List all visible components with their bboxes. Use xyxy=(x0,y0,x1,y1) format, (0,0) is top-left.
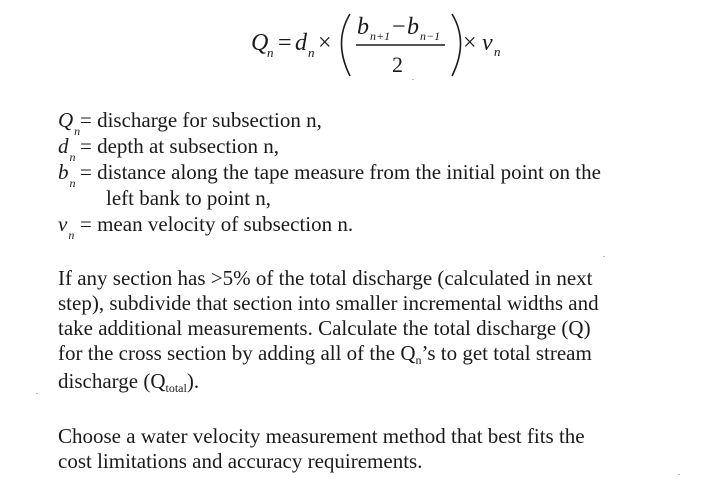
paragraph-line: take additional measurements. Calculate the total discharge (Q) xyxy=(58,316,591,340)
definition-symbol: $Q_n$ xyxy=(58,108,81,139)
definition-text: = depth at subsection n, xyxy=(80,134,280,158)
scan-speck xyxy=(36,393,38,394)
discharge-formula xyxy=(0,0,714,92)
paragraph-line: discharge (Qtotal). xyxy=(58,369,200,395)
formula-left-paren xyxy=(342,14,351,76)
definition-text: = discharge for subsection n, xyxy=(80,108,322,132)
paragraph-line: Choose a water velocity measurement method that best fits the xyxy=(58,424,585,448)
formula-minus: − xyxy=(392,14,406,40)
scan-speck xyxy=(603,256,605,257)
definition-symbol: $b_n$ xyxy=(58,160,76,191)
formula-v: v xyxy=(482,30,493,56)
formula-b2: b xyxy=(407,14,419,40)
formula-equals: = xyxy=(278,30,292,56)
formula-times-1: × xyxy=(318,30,332,56)
formula-right-paren xyxy=(452,14,461,76)
formula-v-sub: n xyxy=(494,44,501,59)
scan-speck xyxy=(412,79,414,80)
formula-q: Q xyxy=(251,30,269,56)
method-paragraph xyxy=(58,424,698,474)
formula-times-2: × xyxy=(463,30,477,56)
subdivision-paragraph xyxy=(58,266,698,397)
formula-denominator: 2 xyxy=(392,52,403,77)
formula-b2-sub: n−1 xyxy=(420,29,441,43)
scan-speck xyxy=(678,474,680,475)
paragraph-line: If any section has >5% of the total discharge (calculated in next xyxy=(58,266,593,290)
definition-symbol: $d_n$ xyxy=(58,134,76,165)
formula-d-sub: n xyxy=(308,45,315,60)
definition-text: left bank to point n, xyxy=(106,186,272,210)
paragraph-line: step), subdivide that section into smaller incremental widths and xyxy=(58,291,599,315)
formula-b1: b xyxy=(357,14,369,40)
definition-text: = distance along the tape measure from the initial point on the xyxy=(80,160,601,184)
paragraph-line: cost limitations and accuracy requirements. xyxy=(58,449,423,473)
formula-d: d xyxy=(295,30,307,56)
paragraph-line: for the cross section by adding all of the Qn’s to get total stream xyxy=(58,341,592,367)
definition-text: = mean velocity of subsection n. xyxy=(80,212,354,236)
formula-q-sub: n xyxy=(267,45,274,60)
formula-b1-sub: n+1 xyxy=(370,29,391,43)
definition-symbol: $v_n$ xyxy=(58,212,75,243)
